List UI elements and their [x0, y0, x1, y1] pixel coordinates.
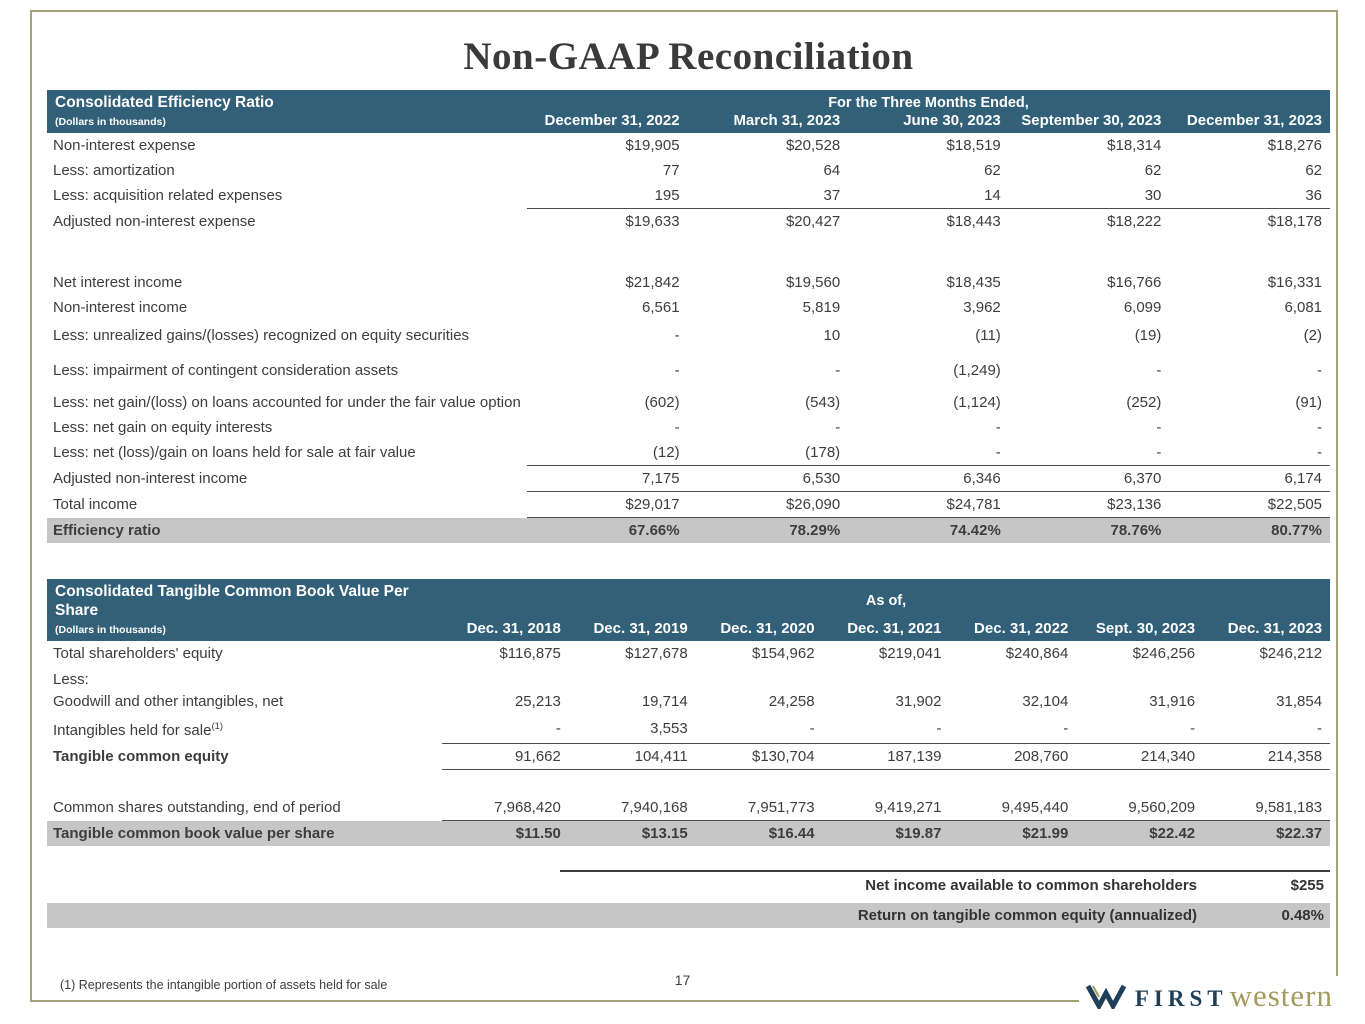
cell-value: $22,505	[1169, 492, 1330, 518]
cell-value: $18,178	[1267, 213, 1323, 230]
efficiency-ratio-table	[47, 90, 1330, 543]
cell-value: -	[835, 362, 841, 379]
efficiency-ratio-row	[47, 518, 1330, 544]
cell-value: (252)	[1126, 394, 1162, 411]
column-header: Dec. 31, 2023	[1203, 620, 1330, 641]
cell-value: -	[1317, 419, 1323, 436]
column-header: Dec. 31, 2021	[823, 620, 950, 641]
table2-title: Consolidated Tangible Common Book Value Per Share	[47, 579, 442, 620]
table-row	[47, 466, 1330, 492]
table-row	[47, 133, 1330, 158]
cell-value: 195	[527, 183, 688, 209]
cell-value: -	[995, 419, 1001, 436]
cell-value: 3,553	[569, 714, 696, 743]
cell-value: $19,560	[785, 274, 841, 291]
cell-value: $23,136	[1009, 492, 1170, 518]
cell-value: $26,090	[688, 492, 849, 518]
summary-section	[47, 870, 1330, 928]
cell-value: -	[674, 362, 680, 379]
cell-value: $18,222	[1107, 213, 1162, 230]
row-label: Less: unrealized gains/(losses) recognized on equity securities	[53, 327, 470, 344]
table-row	[47, 320, 1330, 351]
cell-value: 7,940,168	[569, 795, 696, 821]
cell-value: $19,905	[625, 137, 680, 154]
cell-value: 7,175	[527, 466, 688, 492]
table-row	[47, 295, 1330, 320]
spacer-row	[47, 769, 1330, 795]
row-label: Adjusted non-interest income	[53, 470, 248, 487]
cell-value: $18,435	[946, 274, 1001, 291]
row-label: Less: net (loss)/gain on loans held for sale at fair value	[53, 444, 416, 462]
row-label: Adjusted non-interest expense	[53, 212, 256, 230]
cell-value: $219,041	[878, 645, 942, 662]
table-row	[47, 158, 1330, 183]
net-income-row	[560, 870, 1330, 898]
cell-value: -	[1009, 440, 1170, 466]
cell-value: 74.42%	[848, 518, 1009, 544]
cell-value: 62	[1144, 162, 1162, 179]
row-label: Goodwill and other intangibles, net	[53, 693, 284, 710]
cell-value: 30	[1009, 183, 1170, 209]
table1-subtitle: (Dollars in thousands)	[47, 112, 527, 133]
cell-value: $246,256	[1132, 645, 1196, 662]
row-label	[47, 714, 442, 743]
cell-value: (2)	[1303, 327, 1323, 344]
row-label: Less: net gain/(loss) on loans accounted for under the fair value option	[53, 394, 521, 411]
column-header: December 31, 2023	[1169, 112, 1330, 133]
table-header-row	[47, 112, 1330, 133]
cell-value: $29,017	[527, 492, 688, 518]
row-label: Non-interest expense	[53, 137, 196, 154]
cell-value: 25,213	[514, 693, 561, 710]
cell-value: 104,411	[569, 743, 696, 769]
cell-value: $19.87	[823, 821, 950, 847]
tangible-book-value-table-body	[47, 641, 1330, 846]
cell-value: (1,124)	[953, 394, 1001, 411]
table-row	[47, 714, 1330, 743]
row-label: Total income	[53, 496, 138, 513]
cell-value: -	[835, 419, 841, 436]
cell-value: 6,530	[688, 466, 849, 492]
net-income-label: Net income available to common shareholders	[865, 877, 1197, 894]
table-row	[47, 440, 1330, 466]
column-header: Dec. 31, 2018	[442, 620, 569, 641]
cell-value: 9,581,183	[1203, 795, 1330, 821]
column-header: Sept. 30, 2023	[1076, 620, 1203, 641]
cell-value: 7,951,773	[696, 795, 823, 821]
first-western-logo	[1079, 976, 1339, 1016]
footnote: (1) Represents the intangible portion of assets held for sale	[60, 978, 388, 992]
column-header: Dec. 31, 2019	[569, 620, 696, 641]
row-label: Total shareholders' equity	[53, 645, 223, 662]
cell-value: (178)	[688, 440, 849, 466]
cell-value: 19,714	[641, 693, 688, 710]
cell-value: 6,099	[1123, 299, 1162, 316]
cell-value: 7,968,420	[442, 795, 569, 821]
cell-value: 9,560,209	[1076, 795, 1203, 821]
cell-value: 9,419,271	[823, 795, 950, 821]
table-header-row	[47, 579, 1330, 620]
cell-value: 214,340	[1076, 743, 1203, 769]
row-label-text: Intangibles held for sale	[53, 722, 212, 739]
cell-value: (12)	[527, 440, 688, 466]
column-header: March 31, 2023	[688, 112, 849, 133]
cell-value: -	[848, 440, 1009, 466]
row-label: Less: acquisition related expenses	[53, 187, 283, 205]
cell-value: 31,916	[1149, 693, 1196, 710]
cell-value: (19)	[1134, 327, 1162, 344]
cell-value: $18,314	[1107, 137, 1162, 154]
spacer-row	[47, 234, 1330, 270]
table-row	[47, 270, 1330, 295]
tangible-book-value-table	[47, 579, 1330, 846]
cell-value: $21.99	[949, 821, 1076, 847]
cell-value: 31,902	[895, 693, 942, 710]
cell-value: $24,781	[848, 492, 1009, 518]
logo-text-western: western	[1229, 978, 1333, 1013]
row-label: Tangible common book value per share	[47, 821, 442, 847]
rotce-row	[47, 903, 1330, 928]
cell-value: -	[1169, 440, 1330, 466]
table-header-row	[47, 90, 1330, 112]
cell-value: 6,370	[1009, 466, 1170, 492]
spacer-cell	[47, 769, 1330, 795]
cell-value: 10	[823, 327, 841, 344]
cell-value: -	[949, 714, 1076, 743]
cell-value: 78.29%	[688, 518, 849, 544]
cell-value: $13.15	[569, 821, 696, 847]
cell-value: 67.66%	[527, 518, 688, 544]
column-header: Dec. 31, 2022	[949, 620, 1076, 641]
cell-value: $20,528	[785, 137, 841, 154]
row-label: Efficiency ratio	[47, 518, 527, 544]
net-income-value: $255	[1290, 877, 1324, 894]
footnote-ref: (1)	[211, 721, 224, 732]
row-label: Less:	[53, 671, 89, 688]
row-label: Less: impairment of contingent consideration assets	[53, 362, 399, 379]
cell-value: 62	[1305, 162, 1323, 179]
cell-value: 3,962	[963, 299, 1001, 316]
cell-value: (91)	[1295, 394, 1323, 411]
table-row	[47, 183, 1330, 209]
table-header-row	[47, 620, 1330, 641]
column-header: September 30, 2023	[1009, 112, 1170, 133]
cell-value: 77	[662, 162, 680, 179]
first-western-w-icon	[1085, 983, 1127, 1009]
cell-value: $19,633	[625, 213, 680, 230]
row-label: Less: amortization	[53, 162, 175, 179]
cell-value: -	[674, 419, 680, 436]
tangible-book-value-table-header	[47, 579, 1330, 641]
row-label: Less: net gain on equity interests	[53, 419, 273, 436]
row-label: Tangible common equity	[53, 747, 229, 765]
table-row	[47, 666, 1330, 689]
cell-value: (1,249)	[953, 362, 1001, 379]
cell-value: -	[1317, 362, 1323, 379]
cell-value: 64	[823, 162, 841, 179]
cell-value: 37	[688, 183, 849, 209]
cell-value: 32,104	[1022, 693, 1069, 710]
cell-value: 6,081	[1284, 299, 1323, 316]
table-row	[47, 795, 1330, 821]
cell-value: 36	[1169, 183, 1330, 209]
spacer-cell	[47, 234, 1330, 270]
cell-value: $20,427	[785, 213, 841, 230]
table1-title: Consolidated Efficiency Ratio	[47, 90, 527, 112]
cell-value: $22.42	[1076, 821, 1203, 847]
slide-content	[47, 0, 1330, 928]
cell-value: (11)	[975, 327, 1001, 344]
row-label: Net interest income	[53, 274, 183, 291]
cell-value: 62	[984, 162, 1001, 179]
cell-value: $18,276	[1267, 137, 1323, 154]
cell-value: -	[823, 714, 950, 743]
column-header: Dec. 31, 2020	[696, 620, 823, 641]
cell-value: $130,704	[696, 743, 823, 769]
column-header: December 31, 2022	[527, 112, 688, 133]
cell-value: $11.50	[442, 821, 569, 847]
cell-value: 6,174	[1169, 466, 1330, 492]
cell-value: $16.44	[696, 821, 823, 847]
cell-value: 9,495,440	[949, 795, 1076, 821]
cell-value: $16,766	[1107, 274, 1162, 291]
table-row	[47, 415, 1330, 440]
cell-value: 80.77%	[1169, 518, 1330, 544]
cell-value: -	[674, 327, 680, 344]
cell-value: 14	[848, 183, 1009, 209]
cell-value: $154,962	[752, 645, 815, 662]
table-row	[47, 743, 1330, 769]
row-label: Non-interest income	[53, 299, 188, 316]
cell-value: 6,346	[848, 466, 1009, 492]
efficiency-ratio-table-header	[47, 90, 1330, 133]
cell-value: -	[1156, 419, 1162, 436]
table2-subtitle: (Dollars in thousands)	[47, 620, 442, 641]
cell-value: $22.37	[1203, 821, 1330, 847]
page-title: Non-GAAP Reconciliation	[463, 35, 914, 78]
page-number: 17	[674, 972, 691, 988]
cell-value: 91,662	[442, 743, 569, 769]
table-row	[47, 641, 1330, 666]
table1-period-header: For the Three Months Ended,	[527, 90, 1330, 112]
book-value-per-share-row	[47, 821, 1330, 847]
cell-value: 31,854	[1276, 693, 1323, 710]
cell-value: (602)	[644, 394, 680, 411]
table-row	[47, 351, 1330, 390]
row-label: Common shares outstanding, end of period	[53, 799, 341, 817]
column-header: June 30, 2023	[848, 112, 1009, 133]
rotce-label: Return on tangible common equity (annualized)	[857, 907, 1197, 924]
cell-value: $16,331	[1267, 274, 1323, 291]
cell-value: (543)	[805, 394, 841, 411]
rotce-value: 0.48%	[1281, 907, 1324, 924]
cell-value: -	[442, 714, 569, 743]
table-row	[47, 492, 1330, 518]
cell-value: $116,875	[499, 645, 561, 662]
efficiency-ratio-table-body	[47, 133, 1330, 543]
cell-value: -	[1076, 714, 1203, 743]
cell-value: $127,678	[625, 645, 688, 662]
cell-value: 6,561	[642, 299, 680, 316]
cell-value: $246,212	[1259, 645, 1323, 662]
cell-value: 208,760	[949, 743, 1076, 769]
table-row	[47, 390, 1330, 415]
cell-value: 214,358	[1203, 743, 1330, 769]
table2-period-header: As of,	[442, 579, 1330, 620]
cell-value: -	[1203, 714, 1330, 743]
cell-value: -	[696, 714, 823, 743]
cell-value: $21,842	[625, 274, 680, 291]
cell-value: $18,443	[946, 213, 1001, 230]
cell-value: $240,864	[1005, 645, 1069, 662]
cell-value: -	[1156, 362, 1162, 379]
table-row	[47, 689, 1330, 714]
logo-text-first: FIRST	[1134, 986, 1228, 1011]
cell-value: 187,139	[823, 743, 950, 769]
cell-value: 5,819	[802, 299, 841, 316]
table-row	[47, 209, 1330, 235]
cell-value: 78.76%	[1009, 518, 1170, 544]
cell-value: $18,519	[946, 137, 1001, 154]
cell-value: 24,258	[768, 693, 815, 710]
